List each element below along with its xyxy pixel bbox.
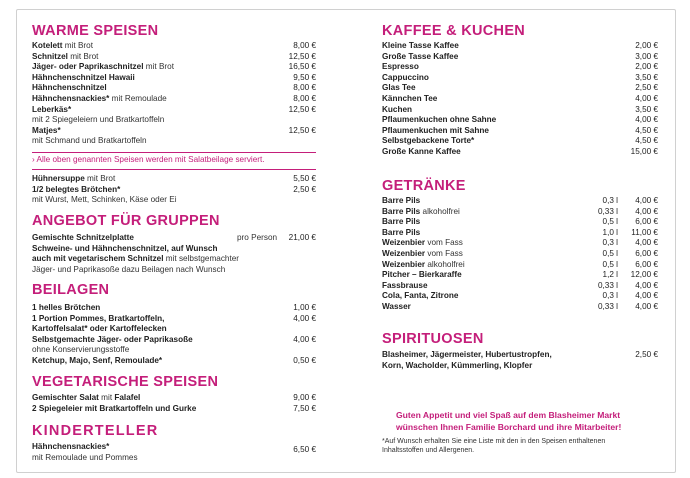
beilagen-list [32,303,316,367]
drink-item: Barre Pils 1,0 l 11,00 € [382,227,658,237]
greeting [396,410,676,433]
menu-item: Glas Tee 2,50 € [382,83,658,93]
kaffee-title: KAFFEE & KUCHEN [382,23,526,39]
menu-item: Jäger- oder Paprikaschnitzel mit Brot 16,50 € [32,62,316,72]
menu-item: Kuchen 3,50 € [382,104,658,114]
gruppen-offer [32,233,316,275]
menu-item: Schnitzel mit Brot 12,50 € [32,51,316,61]
greeting-line-1: Guten Appetit und viel Spaß auf dem Blasheimer Markt [396,410,621,420]
menu-item: Große Tasse Kaffee 3,00 € [382,51,658,61]
menu-item: Kleine Tasse Kaffee 2,00 € [382,41,658,50]
menu-item-detail: Schweine- und Hähnchenschnitzel, auf Wunsch [32,243,218,253]
drink-item: Fassbrause 0,33 l 4,00 € [382,280,658,290]
menu-item: Große Kanne Kaffee 15,00 € [382,146,658,156]
warme-speisen-title: WARME SPEISEN [32,23,159,39]
drink-item: Barre Pils 0,5 l 6,00 € [382,217,658,227]
menu-item: 2 Spiegeleier mit Bratkartoffeln und Gurke 7,50 € [32,403,316,413]
menu-item: Hähnchensnackies* mit Remoulade 8,00 € [32,93,316,103]
gruppen-title: ANGEBOT FÜR GRUPPEN [32,213,220,229]
menu-item: Hähnchensnackies* 6,50 € [32,442,316,454]
menu-item-detail: Kartoffelsalat* oder Kartoffelecken [32,324,167,334]
kinderteller-list [32,442,316,463]
menu-item: 1 Portion Pommes, Bratkartoffeln, 4,00 € [32,313,316,323]
drink-item: Barre Pils alkoholfrei 0,33 l 4,00 € [382,206,658,216]
menu-item: 1/2 belegtes Brötchen* 2,50 € [32,184,316,194]
beilagen-title: BEILAGEN [32,282,110,298]
menu-item: Leberkäs* 12,50 € [32,104,316,114]
menu-item: Blasheimer, Jägermeister, Hubertustropfen, 2,50 € [382,350,658,359]
drink-item: Pitcher – Bierkaraffe 1,2 l 12,00 € [382,270,658,280]
menu-item: Pflaumenkuchen ohne Sahne 4,00 € [382,115,658,125]
getraenke-list [382,196,658,313]
menu-item: Pflaumenkuchen mit Sahne 4,50 € [382,125,658,135]
spirituosen-title: SPIRITUOSEN [382,331,484,347]
menu-item: Hühnersuppe mit Brot 5,50 € [32,174,316,183]
kinderteller-title: KINDERTELLER [32,423,159,439]
drink-item: Cola, Fanta, Zitrone 0,3 l 4,00 € [382,291,658,301]
note-divider-bottom [32,169,316,170]
menu-item: Gemischte Schnitzelplatte pro Person 21,00 € [32,233,316,242]
menu-item: Matjes* 12,50 € [32,125,316,135]
spirituosen-list [382,350,658,371]
menu-item-detail: mit Schmand und Bratkartoffeln [32,136,147,146]
snack-list [32,174,316,206]
warme-speisen-list [32,41,316,147]
allergen-note: *Auf Wunsch erhalten Sie eine Liste mit den in den Speisen enthaltenen Inhaltsstoffen und Allergenen. [382,438,606,454]
menu-item: Gemischter Salat mit Falafel 9,00 € [32,393,316,402]
menu-item: 1 helles Brötchen 1,00 € [32,303,316,312]
menu-item: Hähnchenschnitzel Hawaii 9,50 € [32,72,316,82]
getraenke-title: GETRÄNKE [382,178,466,194]
menu-item: Selbstgebackene Torte* 4,50 € [382,136,658,146]
menu-item-detail: mit Remoulade und Pommes [32,452,138,462]
menu-item-detail: Jäger- und Paprikasoße dazu Beilagen nach Wunsch [32,264,226,274]
salatbeilage-note: › Alle oben genannten Speisen werden mit Salatbeilage serviert. [32,155,265,164]
note-divider-top [32,152,316,153]
menu-item: Ketchup, Majo, Senf, Remoulade* 0,50 € [32,355,316,365]
menu-item: Hähnchenschnitzel 8,00 € [32,83,316,93]
menu-item: Selbstgemachte Jäger- oder Paprikasoße 4,00 € [32,334,316,344]
drink-item: Weizenbier vom Fass 0,5 l 6,00 € [382,248,658,258]
menu-item: Cappuccino 3,50 € [382,72,658,82]
drink-item: Weizenbier vom Fass 0,3 l 4,00 € [382,238,658,248]
kaffee-list [382,41,658,158]
menu-item: Kännchen Tee 4,00 € [382,93,658,103]
vegetarisch-list [32,393,316,414]
drink-item: Wasser 0,33 l 4,00 € [382,301,658,311]
menu-item-detail: mit Wurst, Mett, Schinken, Käse oder Ei [32,195,177,205]
menu-item-detail: Korn, Wacholder, Kümmerling, Klopfer [382,360,533,370]
menu-item: Espresso 2,00 € [382,62,658,72]
menu-item: Kotelett mit Brot 8,00 € [32,41,316,50]
drink-item: Barre Pils 0,3 l 4,00 € [382,196,658,205]
menu-item-detail: mit 2 Spiegeleiern und Bratkartoffeln [32,115,165,125]
drink-item: Weizenbier alkoholfrei 0,5 l 6,00 € [382,259,658,269]
greeting-line-2: wünschen Ihnen Familie Borchard und ihre Mitarbeiter! [396,421,622,432]
vegetarisch-title: VEGETARISCHE SPEISEN [32,374,219,390]
menu-item-detail: ohne Konservierungsstoffe [32,345,130,355]
menu-item-detail: auch mit vegetarischem Schnitzel mit selbstgemachter [32,254,240,264]
